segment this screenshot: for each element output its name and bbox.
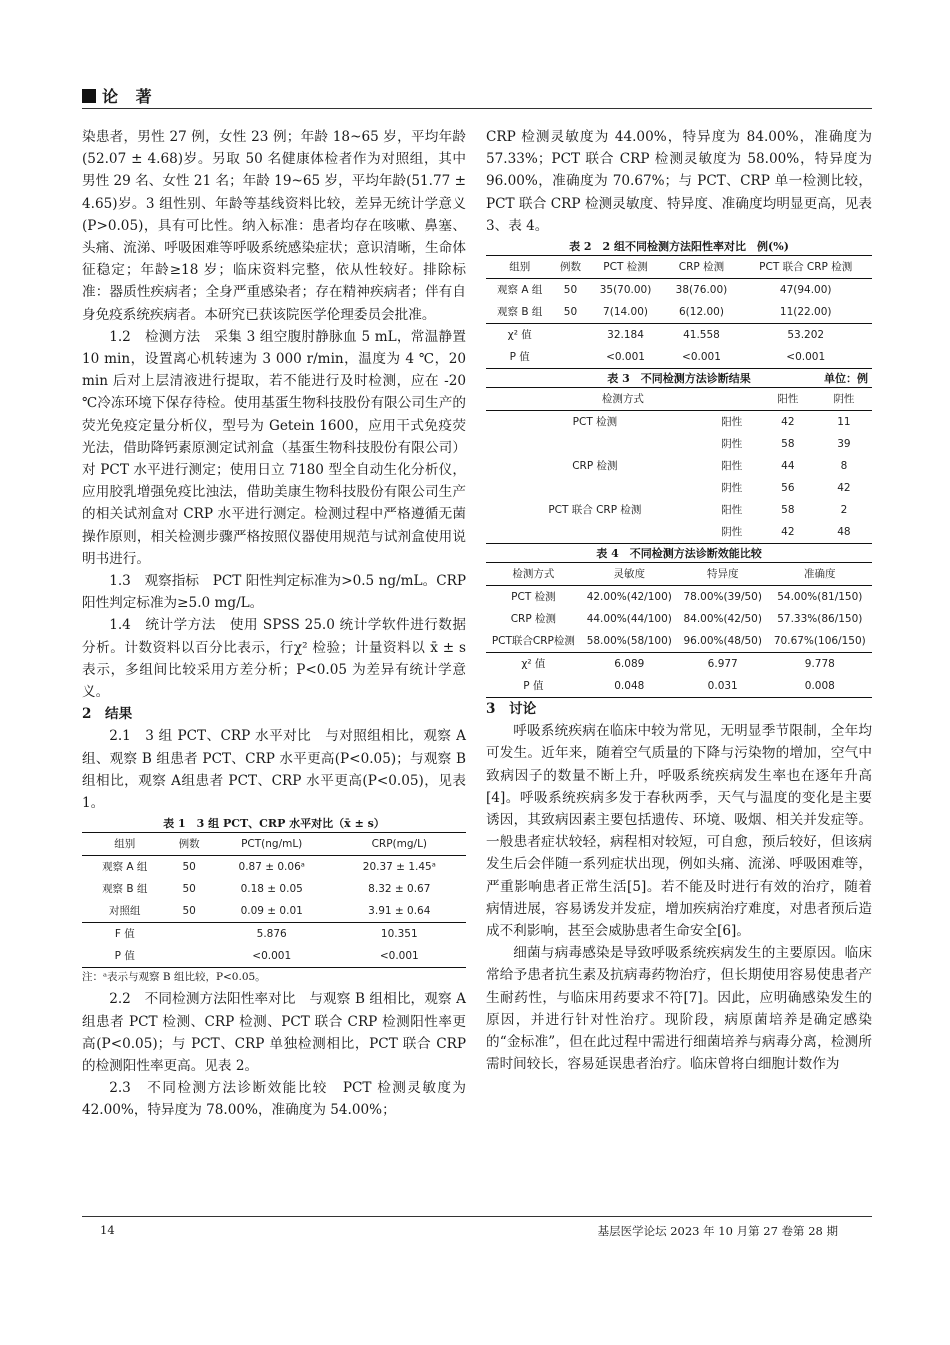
table-row xyxy=(82,900,466,923)
cell: 8 xyxy=(840,460,848,473)
cell: <0.001 xyxy=(333,945,466,968)
table-header: 灵敏度 xyxy=(581,563,678,586)
left-column xyxy=(82,126,466,1122)
cell: 84.00%(42/50) xyxy=(683,613,762,626)
cell: 0.048 xyxy=(581,675,678,698)
cell: 0.09 ± 0.01 xyxy=(240,905,303,918)
paragraph: 2.2 不同检测方法阳性率对比 与观察 B 组相比，观察 A 组患者 PCT 检测、CRP 检测、PCT 联合 CRP 检测阳性率更高(P<0.05)；与 PCT、CRP 单独检测相比，PCT 联合 CRP 的检测阳性率更高。见表 2。 xyxy=(82,991,466,1074)
cell: 42 xyxy=(781,416,795,429)
table-3 xyxy=(486,387,872,544)
cell: 35(70.00) xyxy=(599,284,652,297)
cell: 阳性 xyxy=(721,416,743,429)
cell: 44.00%(44/100) xyxy=(586,613,672,626)
right-column xyxy=(486,126,872,1075)
cell xyxy=(486,477,704,499)
cell: 10.351 xyxy=(333,923,466,946)
cell: 32.184 xyxy=(588,324,664,347)
cell: PCT联合CRP检测 xyxy=(491,635,575,648)
cell: 39 xyxy=(837,438,851,451)
cell: 阴性 xyxy=(721,482,743,495)
cell: 观察 A 组 xyxy=(102,861,148,874)
table-row xyxy=(486,608,872,630)
table-caption: 表 3 不同检测方法诊断结果 xyxy=(607,372,751,386)
table-header: 特异度 xyxy=(678,563,768,586)
table-4 xyxy=(486,562,872,698)
table-row xyxy=(82,923,466,946)
cell: PCT 联合 CRP 检测 xyxy=(548,504,642,517)
cell: 42 xyxy=(837,482,851,495)
cell: 47(94.00) xyxy=(779,284,832,297)
cell: 96.00%(48/50) xyxy=(683,635,762,648)
cell xyxy=(168,945,211,968)
cell: 11 xyxy=(837,416,851,429)
cell: CRP 检测 xyxy=(510,613,557,626)
cell: 42 xyxy=(760,521,816,544)
cell: 9.778 xyxy=(768,653,872,676)
cell: 70.67%(106/150) xyxy=(773,635,866,648)
table-header: PCT(ng/mL) xyxy=(211,833,333,856)
cell: 6.089 xyxy=(581,653,678,676)
cell: 11(22.00) xyxy=(779,306,832,319)
table-row xyxy=(486,324,872,347)
page-header xyxy=(82,84,158,107)
cell: 阳性 xyxy=(721,504,743,517)
table-1 xyxy=(82,832,466,968)
paragraph: 1.4 统计学方法 使用 SPSS 25.0 统计学软件进行数据分析。计数资料以百分比表示，行χ² 检验；计量资料以 x̄ ± s 表示，多组间比较采用方差分析；P<0.05 为差异有统计学意义。 xyxy=(82,617,466,701)
table-header: 例数 xyxy=(168,833,211,856)
table-row xyxy=(82,878,466,900)
paragraph: 2.1 3 组 PCT、CRP 水平对比 与对照组相比，观察 A 组、观察 B 组患者 PCT、CRP 水平更高(P<0.05)；与观察 B 组相比，观察 A组患者 PCT、CRP 水平更高(P<0.05)，见表 1。 xyxy=(82,728,466,812)
cell: P 值 xyxy=(82,945,168,968)
table-caption: 表 2 2 组不同检测方法阳性率对比 例(%) xyxy=(569,240,789,254)
cell: 20.37 ± 1.45ᵃ xyxy=(362,861,436,874)
cell: 阴性 xyxy=(721,438,743,451)
table-header: CRP 检测 xyxy=(663,256,739,279)
cell: 50 xyxy=(563,284,578,297)
cell: F 值 xyxy=(82,923,168,946)
table-note: 注：ᵃ表示与观察 B 组比较，P<0.05。 xyxy=(82,971,266,984)
cell: PCT 检测 xyxy=(572,416,618,429)
cell xyxy=(553,346,587,369)
table-row xyxy=(486,499,872,521)
table-unit: 单位：例 xyxy=(824,372,868,386)
cell: χ² 值 xyxy=(486,324,553,347)
cell: PCT 检测 xyxy=(511,591,556,604)
footer-rule xyxy=(82,1216,872,1217)
cell: 5.876 xyxy=(211,923,333,946)
table-row xyxy=(486,301,872,324)
cell xyxy=(486,521,704,544)
cell: 2 xyxy=(840,504,848,517)
table-header: CRP(mg/L) xyxy=(333,833,466,856)
cell: 0.008 xyxy=(768,675,872,698)
header-rule xyxy=(82,108,872,109)
table-caption-row xyxy=(486,371,872,386)
table-row xyxy=(486,346,872,369)
table-row xyxy=(82,945,466,968)
paragraph: 1.3 观察指标 PCT 阳性判定标准为>0.5 ng/mL。CRP 阳性判定标准为≥5.0 mg/L。 xyxy=(82,573,466,612)
cell: 48 xyxy=(816,521,872,544)
cell xyxy=(553,324,587,347)
table-row xyxy=(486,411,872,434)
section-heading: 3 讨论 xyxy=(486,701,537,718)
cell: 57.33%(86/150) xyxy=(777,613,863,626)
cell: 78.00%(39/50) xyxy=(683,591,762,604)
cell: 8.32 ± 0.67 xyxy=(368,883,431,896)
cell xyxy=(168,923,211,946)
table-header: 准确度 xyxy=(768,563,872,586)
table-caption: 表 1 3 组 PCT、CRP 水平对比（x̄ ± s） xyxy=(163,817,385,831)
paragraph: 2.3 不同检测方法诊断效能比较 PCT 检测灵敏度为 42.00%，特异度为 78.00%，准确度为 54.00%； xyxy=(82,1080,466,1119)
cell: 58.00%(58/100) xyxy=(586,635,672,648)
cell: 3.91 ± 0.64 xyxy=(368,905,431,918)
cell: 6.977 xyxy=(678,653,768,676)
section-heading: 2 结果 xyxy=(82,706,133,723)
table-header: 组别 xyxy=(486,256,553,279)
cell: 阳性 xyxy=(721,460,743,473)
table-row xyxy=(486,586,872,609)
table-row xyxy=(486,279,872,302)
cell: 54.00%(81/150) xyxy=(777,591,863,604)
table-header: 检测方式 xyxy=(486,388,760,411)
cell: 41.558 xyxy=(663,324,739,347)
paragraph: 呼吸系统疾病在临床中较为常见，无明显季节限制，全年均可发生。近年来，随着空气质量的下降与污染物的增加，空气中致病因子的数量不断上升，呼吸系统疾病发生率也在逐年升高[4]。呼吸系统疾病多发于春秋两季，天气与温度的变化是主要诱因，其致病因素主要包括遗传、环境、吸烟、相关并发症等。一般患者症状较轻，病程相对较短，可自愈，预后较好，但该病发生后会伴随一系列症状出现，例如头痛、流涕、呼吸困难等，严重影响患者正常生活[5]。若不能及时进行有效的治疗，随着病情进展，容易诱发并发症，增加疾病治疗难度，对患者预后造成不利影响，甚至会威胁患者生命安全[6]。 xyxy=(486,723,872,940)
cell: 6(12.00) xyxy=(678,306,724,319)
paragraph: 染患者，男性 27 例，女性 23 例；年龄 18~65 岁，平均年龄(52.07 ± 4.68)岁。另取 50 名健康体检者作为对照组，其中男性 29 名、女性 21 名；年龄 19~65 岁，平均年龄(51.77 ± 4.65)岁。3 组性别、年龄等基线资料比较，差异无统计学意义(P>0.05)，具有可比性。纳入标准：患者均存在咳嗽、鼻塞、头痛、流涕、呼吸困难等呼吸系统感染症状；意识清晰，生命体征稳定；年龄≥18 岁；临床资料完整，依从性较好。排除标准：器质性疾病者；全身严重感染者；存在精神疾病者；伴有自身免疫系统疾病者。本研究已获该院医学伦理委员会批准。 xyxy=(82,129,466,323)
cell: 50 xyxy=(563,306,578,319)
table-row xyxy=(486,433,872,455)
cell: CRP 检测 xyxy=(572,460,618,473)
table-header: 例数 xyxy=(553,256,587,279)
table-row xyxy=(486,675,872,698)
page-number: 14 xyxy=(100,1223,115,1237)
table-header: 检测方式 xyxy=(486,563,581,586)
cell: <0.001 xyxy=(211,945,333,968)
table-row xyxy=(486,455,872,477)
table-caption: 表 4 不同检测方法诊断效能比较 xyxy=(596,547,762,561)
cell: 44 xyxy=(781,460,795,473)
table-row xyxy=(486,477,872,499)
cell: 7(14.00) xyxy=(603,306,648,319)
cell: 56 xyxy=(781,482,795,495)
cell: <0.001 xyxy=(739,346,872,369)
cell: P 值 xyxy=(486,346,553,369)
cell: 0.87 ± 0.06ᵃ xyxy=(238,861,305,874)
journal-info: 基层医学论坛 2023 年 10 月第 27 卷第 28 期 xyxy=(597,1224,838,1238)
cell: 观察 A 组 xyxy=(497,284,543,297)
table-row xyxy=(82,856,466,879)
table-header: PCT 联合 CRP 检测 xyxy=(739,256,872,279)
table-row xyxy=(486,653,872,676)
cell: 阴性 xyxy=(704,521,760,544)
cell xyxy=(486,433,704,455)
cell: 58 xyxy=(781,504,795,517)
cell: 42.00%(42/100) xyxy=(586,591,672,604)
cell: <0.001 xyxy=(588,346,664,369)
cell: 观察 B 组 xyxy=(497,306,543,319)
cell: P 值 xyxy=(486,675,581,698)
cell: 38(76.00) xyxy=(675,284,728,297)
cell: 58 xyxy=(781,438,795,451)
table-header: 阴性 xyxy=(816,388,872,411)
table-2 xyxy=(486,255,872,369)
cell: 0.18 ± 0.05 xyxy=(240,883,303,896)
header-square-icon xyxy=(82,89,96,103)
cell: 50 xyxy=(182,861,196,874)
paragraph: 1.2 检测方法 采集 3 组空腹肘静脉血 5 mL，常温静置 10 min，设置离心机转速为 3 000 r/min，温度为 4 ℃，20 min 后对上层清液进行提取，若不能进行及时检测，应在 -20 ℃冷冻环境下保存待检。使用基蛋生物科技股份有限公司生产的荧光免疫定量分析仪，型号为 Getein 1600，应用干式免疫荧光法，借助降钙素原测定试剂盒（基蛋生物科技股份有限公司）对 PCT 水平进行测定；使用日立 7180 型全自动生化分析仪，应用胶乳增强免疫比浊法，借助美康生物科技股份有限公司生产的相关试剂盒对 CRP 水平进行测定。检测过程中严格遵循无菌操作原则，相关检测步骤严格按照仪器使用规范与试剂盒使用说明书进行。 xyxy=(82,328,466,567)
cell: χ² 值 xyxy=(486,653,581,676)
section-title: 论 著 xyxy=(102,87,158,106)
table-header: 阳性 xyxy=(760,388,816,411)
cell: 观察 B 组 xyxy=(102,883,148,896)
cell: 50 xyxy=(182,883,196,896)
table-row xyxy=(486,521,872,544)
paragraph: 细菌与病毒感染是导致呼吸系统疾病发生的主要原因。临床常给予患者抗生素及抗病毒药物治疗，但长期使用容易使患者产生耐药性，与临床用药要求不符[7]。因此，应明确感染发生的原因，并进行针对性治疗。现阶段，病原菌培养是确定感染的“金标准”，但在此过程中需进行细菌培养与病毒分离，检测所需时间较长，容易延误患者治疗。临床曾将白细胞计数作为 xyxy=(486,945,872,1073)
table-header: PCT 检测 xyxy=(588,256,664,279)
cell: 53.202 xyxy=(739,324,872,347)
table-row xyxy=(486,630,872,653)
cell: 50 xyxy=(182,905,196,918)
cell: 对照组 xyxy=(109,905,141,918)
paragraph: CRP 检测灵敏度为 44.00%，特异度为 84.00%，准确度为 57.33%；PCT 联合 CRP 检测灵敏度为 58.00%，特异度为 96.00%，准确度为 70.67%；与 PCT、CRP 单一检测比较，PCT 联合 CRP 检测灵敏度、特异度、准确度均明显更高，见表 3、表 4。 xyxy=(486,129,872,234)
table-header: 组别 xyxy=(82,833,168,856)
cell: <0.001 xyxy=(663,346,739,369)
cell: 0.031 xyxy=(678,675,768,698)
